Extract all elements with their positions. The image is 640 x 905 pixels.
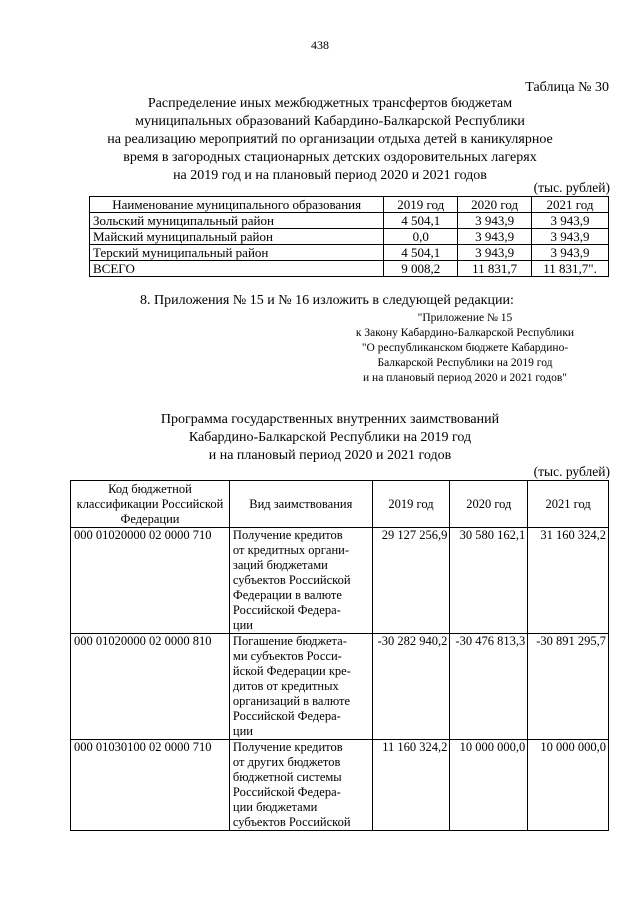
column-header: 2019 год	[372, 481, 450, 528]
table-cell: 3 943,9	[458, 245, 532, 261]
value-2021-cell: -30 891 295,7	[528, 634, 609, 740]
table-header-row	[71, 481, 609, 528]
table-row	[71, 634, 609, 740]
table-cell: 3 943,9	[458, 213, 532, 229]
type-line: Погашение бюджета-	[232, 634, 347, 648]
value-2020-cell: 10 000 000,0	[450, 740, 528, 831]
amendment-paragraph: 8. Приложения № 15 и № 16 изложить в следующей редакции:	[140, 293, 514, 308]
value-2021-cell: 31 160 324,2	[528, 528, 609, 634]
title1-line: муниципальных образований Кабардино-Балкарской Республики	[135, 114, 525, 129]
type-line: ции	[232, 724, 253, 738]
type-line: субъектов Российской	[232, 815, 351, 829]
value-2019-cell: 29 127 256,9	[372, 528, 450, 634]
type-line: ции	[232, 618, 253, 632]
type-line: дитов от кредитных	[232, 679, 339, 693]
table-cell: Терский муниципальный район	[90, 245, 384, 261]
table-row	[90, 245, 609, 261]
value-2020-cell: 30 580 162,1	[450, 528, 528, 634]
table-cell: 3 943,9	[458, 229, 532, 245]
table-total-row	[90, 261, 609, 277]
type-line: ми субъектов Росси-	[232, 649, 342, 663]
title1-line: на реализацию мероприятий по организации отдыха детей в каникулярное	[107, 132, 553, 147]
type-line: Получение кредитов	[232, 740, 343, 754]
table2-title	[70, 411, 590, 465]
column-header: Код бюджетной классификации Российской Федерации	[71, 481, 230, 528]
type-line: заций бюджетами	[232, 558, 328, 572]
budget-code-cell: 000 01030100 02 0000 710	[71, 740, 230, 831]
budget-code-cell: 000 01020000 02 0000 710	[71, 528, 230, 634]
type-line: Федерации в валюте	[232, 588, 342, 602]
budget-code-cell: 000 01020000 02 0000 810	[71, 634, 230, 740]
table-cell: Майский муниципальный район	[90, 229, 384, 245]
table-cell: 3 943,9	[532, 245, 609, 261]
title1-line: Распределение иных межбюджетных трансфертов бюджетам	[147, 96, 513, 111]
units-label: (тыс. рублей)	[533, 464, 610, 479]
table-cell: 3 943,9	[532, 213, 609, 229]
type-line: организаций в валюте	[232, 694, 350, 708]
appendix-line: Балкарской Республики на 2019 год	[377, 357, 553, 369]
type-line: ции бюджетами	[232, 800, 318, 814]
appendix-line: "О республиканском бюджете Кабардино-	[361, 342, 569, 354]
title2-line: и на плановый период 2020 и 2021 годов	[208, 448, 452, 463]
type-line: от других бюджетов	[232, 755, 341, 769]
column-header: Наименование муниципального образования	[90, 197, 384, 213]
column-header: 2021 год	[532, 197, 609, 213]
type-line: йской Федерации кре-	[232, 664, 351, 678]
table-cell: 4 504,1	[384, 213, 458, 229]
table-cell: 9 008,2	[384, 261, 458, 277]
table-row	[71, 740, 609, 831]
column-header: Вид заимствования	[229, 481, 372, 528]
appendix-line: к Закону Кабардино-Балкарской Республики	[355, 327, 575, 339]
table-row	[71, 528, 609, 634]
column-header: 2021 год	[528, 481, 609, 528]
type-line: Российской Федера-	[232, 709, 341, 723]
table-cell: 3 943,9	[532, 229, 609, 245]
type-line: от кредитных органи-	[232, 543, 349, 557]
table-cell: Зольский муниципальный район	[90, 213, 384, 229]
title1-line: на 2019 год и на плановый период 2020 и 2021 годов	[173, 168, 487, 183]
table-cell: 11 831,7	[458, 261, 532, 277]
title2-line: Кабардино-Балкарской Республики на 2019 год	[188, 430, 472, 445]
type-line: субъектов Российской	[232, 573, 351, 587]
value-2019-cell: 11 160 324,2	[372, 740, 450, 831]
borrowing-type-cell	[229, 528, 372, 634]
appendix-line: и на плановый период 2020 и 2021 годов"	[363, 372, 567, 384]
value-2021-cell: 10 000 000,0	[528, 740, 609, 831]
table-label: Таблица № 30	[525, 80, 609, 95]
table-row	[90, 229, 609, 245]
type-line: Российской Федера-	[232, 603, 341, 617]
table-header-row	[90, 197, 609, 213]
table-cell: 11 831,7".	[532, 261, 609, 277]
table-cell: 0,0	[384, 229, 458, 245]
table-cell: ВСЕГО	[90, 261, 384, 277]
appendix-reference	[340, 311, 590, 386]
units-label: (тыс. рублей)	[533, 180, 610, 195]
type-line: бюджетной системы	[232, 770, 342, 784]
column-header: 2020 год	[458, 197, 532, 213]
column-header: 2020 год	[450, 481, 528, 528]
appendix-line: "Приложение № 15	[417, 312, 513, 324]
value-2020-cell: -30 476 813,3	[450, 634, 528, 740]
table-cell: 4 504,1	[384, 245, 458, 261]
column-header: 2019 год	[384, 197, 458, 213]
type-line: Российской Федера-	[232, 785, 341, 799]
value-2019-cell: -30 282 940,2	[372, 634, 450, 740]
table1-title	[70, 95, 590, 185]
borrowing-type-cell	[229, 634, 372, 740]
title2-line: Программа государственных внутренних заимствований	[160, 412, 500, 427]
table-row	[90, 213, 609, 229]
type-line: Получение кредитов	[232, 528, 343, 542]
borrowing-program-table	[70, 480, 609, 831]
transfers-table	[89, 196, 609, 277]
title1-line: время в загородных стационарных детских оздоровительных лагерях	[123, 150, 537, 165]
borrowing-type-cell	[229, 740, 372, 831]
page-number: 438	[311, 38, 329, 52]
page-bottom-margin	[0, 831, 640, 905]
